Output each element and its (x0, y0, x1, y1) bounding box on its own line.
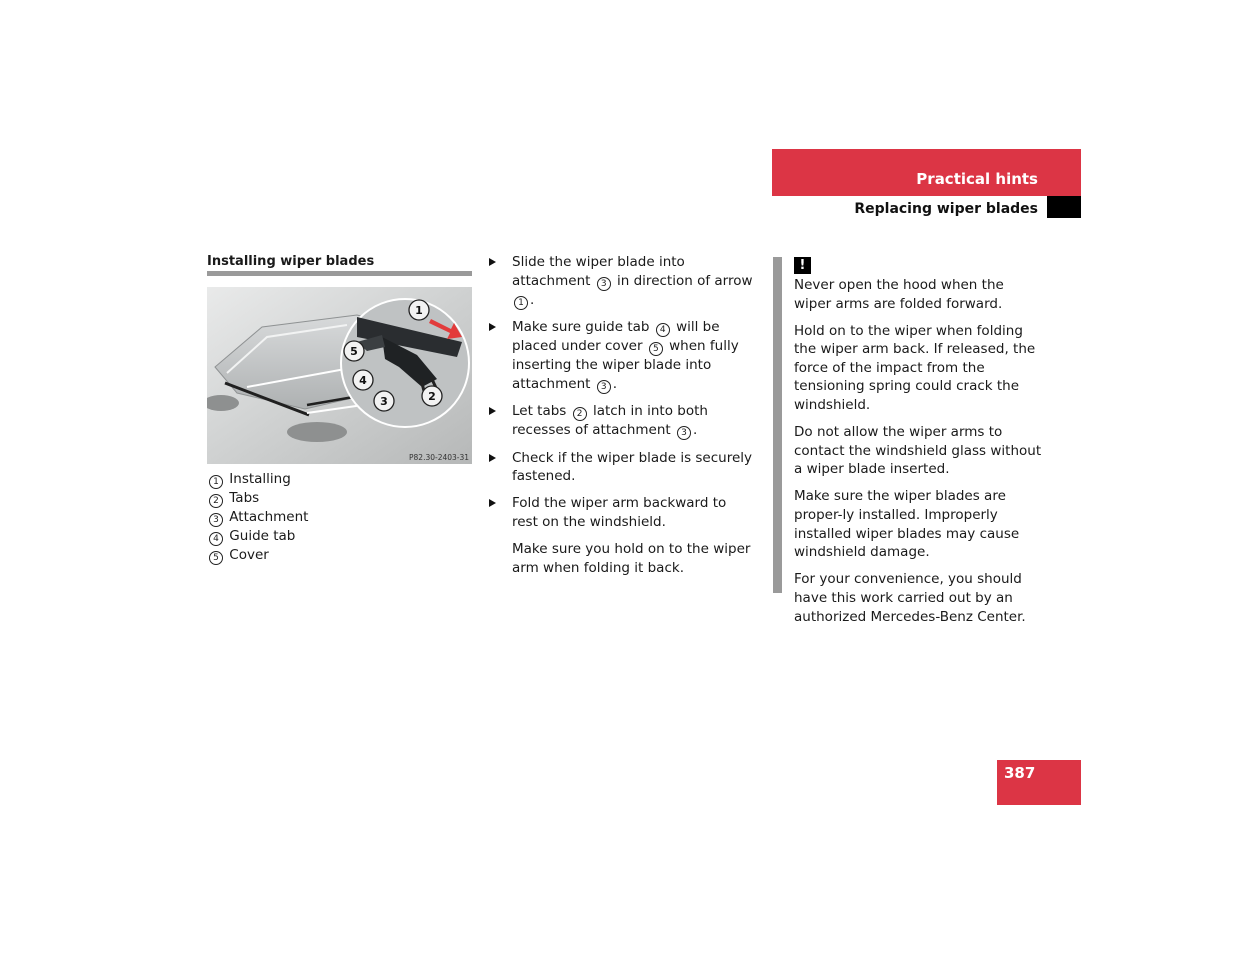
subsection-marker (1047, 196, 1081, 218)
step-2: Make sure guide tab 4 will be placed under cover 5 when fully inserting the wiper blade into attachment 3 . (489, 318, 755, 394)
svg-text:4: 4 (359, 374, 367, 387)
legend-item: 3 Attachment (207, 508, 308, 527)
legend-item: 4 Guide tab (207, 527, 308, 546)
callout-1 (409, 300, 429, 320)
svg-text:3: 3 (380, 395, 388, 408)
legend-item: 2 Tabs (207, 489, 308, 508)
callout-5 (344, 341, 364, 361)
warning-side-bar (773, 257, 782, 593)
step-1: Slide the wiper blade into attachment 3 in direction of arrow 1 . (489, 253, 755, 310)
warning-paragraph: Make sure the wiper blades are proper-ly installed. Improperly installed wiper blades may cause windshield damage. (794, 488, 1020, 561)
figure-code: P82.30-2403-31 (409, 453, 470, 462)
callout-3 (374, 391, 394, 411)
warning-paragraph: Never open the hood when the wiper arms are folded forward. (794, 277, 1004, 312)
svg-text:5: 5 (350, 345, 358, 358)
figure-legend (207, 470, 308, 565)
section-title: Practical hints (916, 170, 1038, 188)
callout-2 (422, 386, 442, 406)
page-number: 387 (1004, 764, 1036, 782)
instruction-steps (489, 253, 755, 577)
step-4: Check if the wiper blade is securely fastened. (489, 449, 755, 486)
legend-item: 1 Installing (207, 470, 308, 489)
warning-paragraph: For your convenience, you should have this work carried out by an authorized Mercedes-Benz Center. (794, 571, 1026, 625)
step-note: Make sure you hold on to the wiper arm when folding it back. (512, 541, 751, 576)
bullet-arrow-icon (489, 258, 496, 266)
wiper-installation-figure (207, 287, 472, 464)
legend-item: 5 Cover (207, 546, 308, 565)
exclamation-icon: ! (794, 257, 811, 274)
bullet-arrow-icon (489, 407, 496, 415)
subsection-title: Replacing wiper blades (854, 201, 1038, 217)
warning-paragraph: Do not allow the wiper arms to contact the windshield glass without a wiper blade inserted. (794, 424, 1042, 478)
warning-box (794, 256, 1044, 635)
bullet-arrow-icon (489, 499, 496, 507)
procedure-heading: Installing wiper blades (207, 254, 375, 269)
svg-text:2: 2 (428, 390, 436, 403)
heading-rule (207, 271, 472, 276)
step-3: Let tabs 2 latch in into both recesses of attachment 3 . (489, 402, 755, 440)
callout-4 (353, 370, 373, 390)
step-5: Fold the wiper arm backward to rest on the windshield. (489, 494, 755, 531)
warning-paragraph: Hold on to the wiper when folding the wiper arm back. If released, the force of the impact from the tensioning spring could crack the windshield. (794, 322, 1036, 414)
bullet-arrow-icon (489, 454, 496, 462)
bullet-arrow-icon (489, 323, 496, 331)
svg-text:1: 1 (415, 304, 423, 317)
